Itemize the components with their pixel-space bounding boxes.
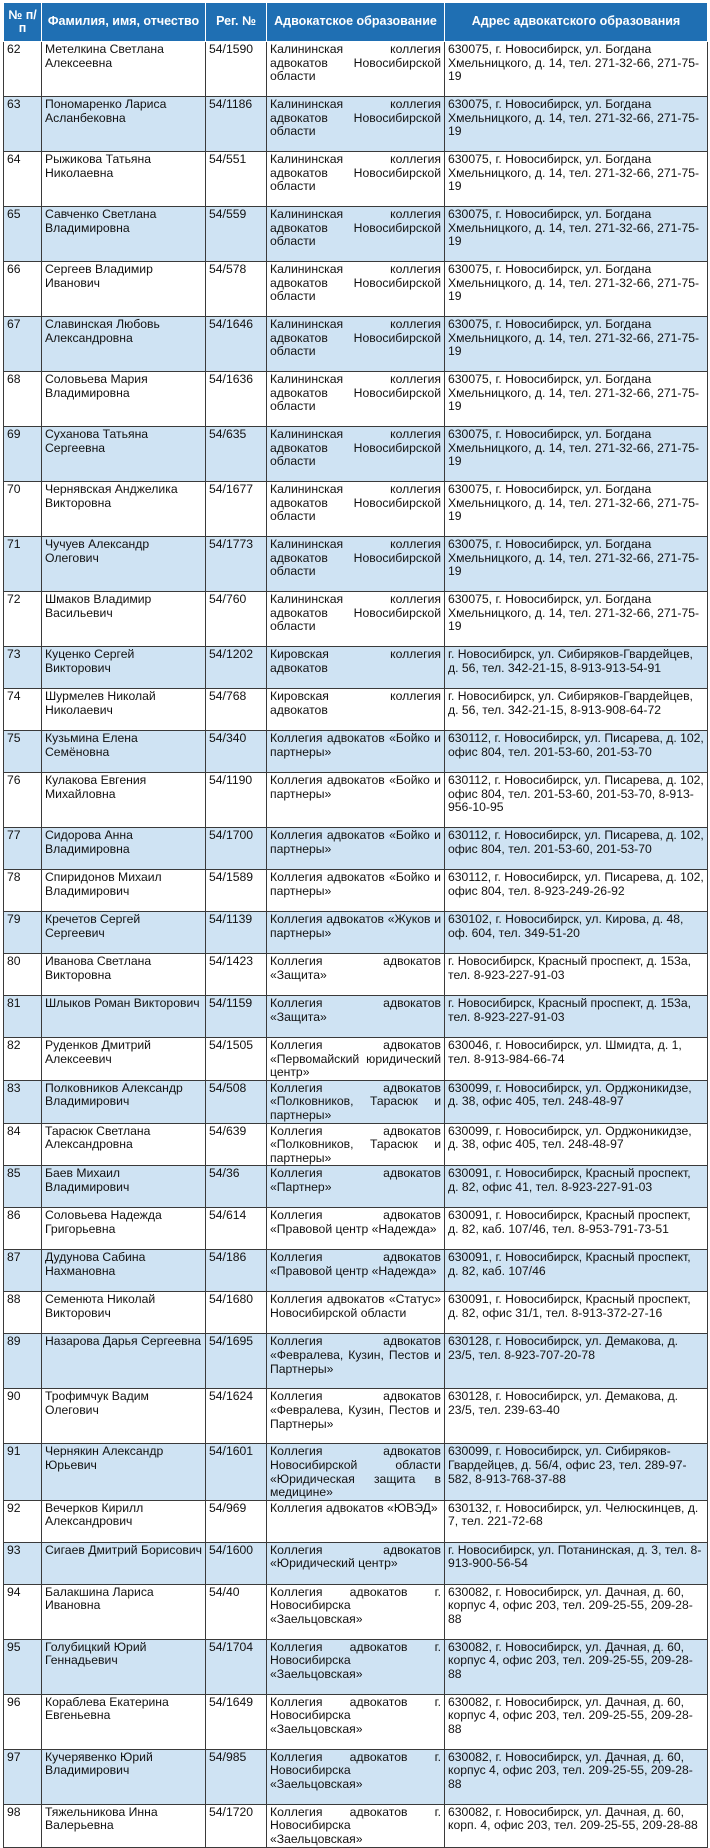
row-number: 71 (4, 537, 42, 592)
row-number: 76 (4, 773, 42, 828)
table-row (4, 870, 708, 912)
row-number: 83 (4, 1080, 42, 1123)
table-row (4, 537, 708, 592)
row-number: 98 (4, 1804, 42, 1847)
row-number: 96 (4, 1694, 42, 1749)
bar-address: 630091, г. Новосибирск, Красный проспект, д. 82, каб. 107/46 (445, 1250, 708, 1292)
row-number: 72 (4, 592, 42, 647)
bar-address: 630075, г. Новосибирск, ул. Богдана Хмельницкого, д. 14, тел. 271-32-66, 271-75-19 (445, 207, 708, 262)
row-number: 93 (4, 1542, 42, 1584)
bar-address: 630075, г. Новосибирск, ул. Богдана Хмельницкого, д. 14, тел. 271-32-66, 271-75-19 (445, 262, 708, 317)
full-name: Трофимчук Вадим Олегович (42, 1389, 206, 1444)
bar-address: 630075, г. Новосибирск, ул. Богдана Хмельницкого, д. 14, тел. 271-32-66, 271-75-19 (445, 152, 708, 207)
bar-association: Коллегия адвокатов «Бойко и партнеры» (267, 731, 445, 773)
bar-association: Коллегия адвокатов «ЮВЭД» (267, 1500, 445, 1542)
full-name: Голубицкий Юрий Геннадьевич (42, 1639, 206, 1694)
table-row (4, 317, 708, 372)
reg-number: 54/340 (206, 731, 267, 773)
bar-address: г. Новосибирск, Красный проспект, д. 153а, тел. 8-923-227-91-03 (445, 996, 708, 1038)
reg-number: 54/1505 (206, 1038, 267, 1081)
table-row (4, 1334, 708, 1389)
row-number: 64 (4, 152, 42, 207)
bar-association: Коллегия адвокатов «Февралева, Кузин, Пестов и Партнеры» (267, 1389, 445, 1444)
reg-number: 54/1636 (206, 372, 267, 427)
bar-address: 630128, г. Новосибирск, ул. Демакова, д. 23/5, тел. 239-63-40 (445, 1389, 708, 1444)
row-number: 82 (4, 1038, 42, 1081)
bar-association: Калининская коллегия адвокатов Новосибирской области (267, 42, 445, 97)
bar-address: г. Новосибирск, ул. Потанинская, д. 3, тел. 8-913-900-56-54 (445, 1542, 708, 1584)
table-row (4, 1080, 708, 1123)
bar-association: Коллегия адвокатов «Полковников, Тарасюк и партнеры» (267, 1080, 445, 1123)
table-row (4, 1166, 708, 1208)
advocates-table (3, 2, 708, 1848)
reg-number: 54/1680 (206, 1292, 267, 1334)
row-number: 69 (4, 427, 42, 482)
row-number: 97 (4, 1749, 42, 1804)
table-row (4, 207, 708, 262)
bar-association: Коллегия адвокатов «Полковников, Тарасюк и партнеры» (267, 1123, 445, 1166)
reg-number: 54/551 (206, 152, 267, 207)
bar-association: Калининская коллегия адвокатов Новосибирской области (267, 372, 445, 427)
reg-number: 54/1159 (206, 996, 267, 1038)
bar-address: 630128, г. Новосибирск, ул. Демакова, д. 23/5, тел. 8-923-707-20-78 (445, 1334, 708, 1389)
reg-number: 54/1139 (206, 912, 267, 954)
reg-number: 54/186 (206, 1250, 267, 1292)
reg-number: 54/40 (206, 1584, 267, 1639)
bar-association: Калининская коллегия адвокатов Новосибирской области (267, 152, 445, 207)
full-name: Соловьева Надежда Григорьевна (42, 1208, 206, 1250)
reg-number: 54/508 (206, 1080, 267, 1123)
row-number: 87 (4, 1250, 42, 1292)
full-name: Суханова Татьяна Сергеевна (42, 427, 206, 482)
header-reg: Рег. № (206, 3, 267, 42)
row-number: 88 (4, 1292, 42, 1334)
full-name: Пономаренко Лариса Асланбековна (42, 97, 206, 152)
table-row (4, 1444, 708, 1500)
reg-number: 54/36 (206, 1166, 267, 1208)
reg-number: 54/1601 (206, 1444, 267, 1500)
row-number: 65 (4, 207, 42, 262)
table-row (4, 773, 708, 828)
full-name: Иванова Светлана Викторовна (42, 954, 206, 996)
full-name: Сидорова Анна Владимировна (42, 828, 206, 870)
bar-address: г. Новосибирск, ул. Сибиряков-Гвардейцев, д. 56, тел. 342-21-15, 8-913-913-54-91 (445, 647, 708, 689)
row-number: 92 (4, 1500, 42, 1542)
full-name: Баев Михаил Владимирович (42, 1166, 206, 1208)
bar-address: 630075, г. Новосибирск, ул. Богдана Хмельницкого, д. 14, тел. 271-32-66, 271-75-19 (445, 372, 708, 427)
bar-association: Коллегия адвокатов г. Новосибирска «Заельцовская» (267, 1639, 445, 1694)
header-name: Фамилия, имя, отчество (42, 3, 206, 42)
full-name: Куценко Сергей Викторович (42, 647, 206, 689)
bar-association: Коллегия адвокатов Новосибирской области «Юридическая защита в медицине» (267, 1444, 445, 1500)
bar-association: Коллегия адвокатов «Первомайский юридический центр» (267, 1038, 445, 1081)
reg-number: 54/578 (206, 262, 267, 317)
full-name: Кузьмина Елена Семёновна (42, 731, 206, 773)
bar-address: 630112, г. Новосибирск, ул. Писарева, д. 102, офис 804, тел. 8-923-249-26-92 (445, 870, 708, 912)
bar-association: Калининская коллегия адвокатов Новосибирской области (267, 482, 445, 537)
full-name: Назарова Дарья Сергеевна (42, 1334, 206, 1389)
reg-number: 54/1624 (206, 1389, 267, 1444)
full-name: Кречетов Сергей Сергеевич (42, 912, 206, 954)
bar-address: 630099, г. Новосибирск, ул. Орджоникидзе, д. 38, офис 405, тел. 248-48-97 (445, 1123, 708, 1166)
table-row (4, 1250, 708, 1292)
bar-association: Коллегия адвокатов «Правовой центр «Надежда» (267, 1208, 445, 1250)
bar-address: 630102, г. Новосибирск, ул. Кирова, д. 48, оф. 604, тел. 349-51-20 (445, 912, 708, 954)
table-row (4, 1038, 708, 1081)
bar-association: Коллегия адвокатов «Бойко и партнеры» (267, 870, 445, 912)
bar-association: Коллегия адвокатов «Февралева, Кузин, Пестов и Партнеры» (267, 1334, 445, 1389)
bar-association: Кировская коллегия адвокатов (267, 647, 445, 689)
bar-association: Калининская коллегия адвокатов Новосибирской области (267, 317, 445, 372)
table-row (4, 689, 708, 731)
reg-number: 54/1704 (206, 1639, 267, 1694)
bar-address: 630082, г. Новосибирск, ул. Дачная, д. 60, корпус 4, офис 203, тел. 209-25-55, 209-28-88 (445, 1749, 708, 1804)
full-name: Руденков Дмитрий Алексеевич (42, 1038, 206, 1081)
row-number: 91 (4, 1444, 42, 1500)
reg-number: 54/969 (206, 1500, 267, 1542)
full-name: Спиридонов Михаил Владимирович (42, 870, 206, 912)
full-name: Полковников Александр Владимирович (42, 1080, 206, 1123)
full-name: Славинская Любовь Александровна (42, 317, 206, 372)
bar-association: Коллегия адвокатов «Статус» Новосибирской области (267, 1292, 445, 1334)
table-row (4, 372, 708, 427)
table-row (4, 482, 708, 537)
bar-address: 630082, г. Новосибирск, ул. Дачная, д. 60, корпус 4, офис 203, тел. 209-25-55, 209-28-88 (445, 1639, 708, 1694)
bar-address: 630112, г. Новосибирск, ул. Писарева, д. 102, офис 804, тел. 201-53-60, 201-53-70, 8-913-956-10-95 (445, 773, 708, 828)
row-number: 62 (4, 42, 42, 97)
row-number: 85 (4, 1166, 42, 1208)
full-name: Дудунова Сабина Нахмановна (42, 1250, 206, 1292)
full-name: Савченко Светлана Владимировна (42, 207, 206, 262)
table-row (4, 1694, 708, 1749)
bar-address: 630082, г. Новосибирск, ул. Дачная, д. 60, корп. 4, офис 203, тел. 209-25-55, 209-28-88 (445, 1804, 708, 1847)
bar-address: 630091, г. Новосибирск, Красный проспект, д. 82, каб. 107/46, тел. 8-953-791-73-51 (445, 1208, 708, 1250)
full-name: Метелкина Светлана Алексеевна (42, 42, 206, 97)
reg-number: 54/1600 (206, 1542, 267, 1584)
bar-address: 630075, г. Новосибирск, ул. Богдана Хмельницкого, д. 14, тел. 271-32-66, 271-75-19 (445, 42, 708, 97)
bar-address: 630046, г. Новосибирск, ул. Шмидта, д. 1, тел. 8-913-984-66-74 (445, 1038, 708, 1081)
reg-number: 54/768 (206, 689, 267, 731)
bar-association: Коллегия адвокатов «Правовой центр «Надежда» (267, 1250, 445, 1292)
table-row (4, 1292, 708, 1334)
reg-number: 54/985 (206, 1749, 267, 1804)
full-name: Чернявская Анджелика Викторовна (42, 482, 206, 537)
reg-number: 54/760 (206, 592, 267, 647)
bar-association: Калининская коллегия адвокатов Новосибирской области (267, 207, 445, 262)
table-row (4, 42, 708, 97)
bar-association: Коллегия адвокатов г. Новосибирска «Заельцовская» (267, 1804, 445, 1847)
table-row (4, 954, 708, 996)
row-number: 81 (4, 996, 42, 1038)
table-row (4, 828, 708, 870)
bar-association: Коллегия адвокатов «Жуков и партнеры» (267, 912, 445, 954)
bar-address: 630082, г. Новосибирск, ул. Дачная, д. 60, корпус 4, офис 203, тел. 209-25-55, 209-28-88 (445, 1694, 708, 1749)
table-row (4, 912, 708, 954)
reg-number: 54/639 (206, 1123, 267, 1166)
reg-number: 54/1695 (206, 1334, 267, 1389)
bar-association: Коллегия адвокатов г. Новосибирска «Заельцовская» (267, 1694, 445, 1749)
bar-association: Коллегия адвокатов «Бойко и партнеры» (267, 828, 445, 870)
reg-number: 54/614 (206, 1208, 267, 1250)
table-row (4, 1500, 708, 1542)
full-name: Семенюта Николай Викторович (42, 1292, 206, 1334)
table-row (4, 1749, 708, 1804)
reg-number: 54/559 (206, 207, 267, 262)
row-number: 89 (4, 1334, 42, 1389)
header-num: № п/п (4, 3, 42, 42)
bar-address: 630099, г. Новосибирск, ул. Сибиряков-Гвардейцев, д. 56/4, офис 23, тел. 289-97-582, 8-913-768-37-88 (445, 1444, 708, 1500)
bar-address: 630075, г. Новосибирск, ул. Богдана Хмельницкого, д. 14, тел. 271-32-66, 271-75-19 (445, 537, 708, 592)
bar-association: Калининская коллегия адвокатов Новосибирской области (267, 592, 445, 647)
bar-association: Коллегия адвокатов «Бойко и партнеры» (267, 773, 445, 828)
reg-number: 54/1646 (206, 317, 267, 372)
row-number: 77 (4, 828, 42, 870)
row-number: 79 (4, 912, 42, 954)
header-address: Адрес адвокатского образования (445, 3, 708, 42)
table-header (4, 3, 708, 42)
table-row (4, 731, 708, 773)
table-row (4, 1208, 708, 1250)
full-name: Кучерявенко Юрий Владимирович (42, 1749, 206, 1804)
header-row (4, 3, 708, 42)
bar-address: 630091, г. Новосибирск, Красный проспект, д. 82, офис 41, тел. 8-923-227-91-03 (445, 1166, 708, 1208)
full-name: Шлыков Роман Викторович (42, 996, 206, 1038)
full-name: Тарасюк Светлана Александровна (42, 1123, 206, 1166)
bar-address: 630075, г. Новосибирск, ул. Богдана Хмельницкого, д. 14, тел. 271-32-66, 271-75-19 (445, 97, 708, 152)
bar-association: Коллегия адвокатов «Защита» (267, 996, 445, 1038)
table-body (4, 42, 708, 1848)
row-number: 66 (4, 262, 42, 317)
table-row (4, 1804, 708, 1847)
row-number: 75 (4, 731, 42, 773)
row-number: 68 (4, 372, 42, 427)
row-number: 95 (4, 1639, 42, 1694)
bar-association: Коллегия адвокатов г. Новосибирска «Заельцовская» (267, 1749, 445, 1804)
bar-address: 630082, г. Новосибирск, ул. Дачная, д. 60, корпус 4, офис 203, тел. 209-25-55, 209-28-88 (445, 1584, 708, 1639)
full-name: Балакшина Лариса Ивановна (42, 1584, 206, 1639)
full-name: Чернякин Александр Юрьевич (42, 1444, 206, 1500)
reg-number: 54/635 (206, 427, 267, 482)
table-row (4, 427, 708, 482)
table-row (4, 152, 708, 207)
bar-association: Кировская коллегия адвокатов (267, 689, 445, 731)
row-number: 73 (4, 647, 42, 689)
full-name: Тяжельникова Инна Валерьевна (42, 1804, 206, 1847)
reg-number: 54/1589 (206, 870, 267, 912)
row-number: 74 (4, 689, 42, 731)
row-number: 90 (4, 1389, 42, 1444)
bar-association: Калининская коллегия адвокатов Новосибирской области (267, 97, 445, 152)
bar-address: 630075, г. Новосибирск, ул. Богдана Хмельницкого, д. 14, тел. 271-32-66, 271-75-19 (445, 482, 708, 537)
table-row (4, 1542, 708, 1584)
full-name: Вечерков Кирилл Александрович (42, 1500, 206, 1542)
table-row (4, 996, 708, 1038)
reg-number: 54/1190 (206, 773, 267, 828)
reg-number: 54/1202 (206, 647, 267, 689)
table-row (4, 262, 708, 317)
bar-address: 630099, г. Новосибирск, ул. Орджоникидзе, д. 38, офис 405, тел. 248-48-97 (445, 1080, 708, 1123)
reg-number: 54/1720 (206, 1804, 267, 1847)
full-name: Сигаев Дмитрий Борисович (42, 1542, 206, 1584)
bar-address: 630091, г. Новосибирск, Красный проспект, д. 82, офис 31/1, тел. 8-913-372-27-16 (445, 1292, 708, 1334)
bar-association: Калининская коллегия адвокатов Новосибирской области (267, 537, 445, 592)
bar-association: Коллегия адвокатов «Юридический центр» (267, 1542, 445, 1584)
bar-address: 630075, г. Новосибирск, ул. Богдана Хмельницкого, д. 14, тел. 271-32-66, 271-75-19 (445, 427, 708, 482)
bar-address: г. Новосибирск, Красный проспект, д. 153а, тел. 8-923-227-91-03 (445, 954, 708, 996)
bar-association: Калининская коллегия адвокатов Новосибирской области (267, 262, 445, 317)
full-name: Шмаков Владимир Васильевич (42, 592, 206, 647)
bar-address: 630075, г. Новосибирск, ул. Богдана Хмельницкого, д. 14, тел. 271-32-66, 271-75-19 (445, 317, 708, 372)
reg-number: 54/1773 (206, 537, 267, 592)
full-name: Сергеев Владимир Иванович (42, 262, 206, 317)
full-name: Шурмелев Николай Николаевич (42, 689, 206, 731)
full-name: Соловьева Мария Владимировна (42, 372, 206, 427)
bar-address: 630075, г. Новосибирск, ул. Богдана Хмельницкого, д. 14, тел. 271-32-66, 271-75-19 (445, 592, 708, 647)
row-number: 70 (4, 482, 42, 537)
full-name: Рыжикова Татьяна Николаевна (42, 152, 206, 207)
reg-number: 54/1186 (206, 97, 267, 152)
bar-association: Коллегия адвокатов «Защита» (267, 954, 445, 996)
reg-number: 54/1423 (206, 954, 267, 996)
row-number: 94 (4, 1584, 42, 1639)
full-name: Кораблева Екатерина Евгеньевна (42, 1694, 206, 1749)
row-number: 78 (4, 870, 42, 912)
header-org: Адвокатское образование (267, 3, 445, 42)
reg-number: 54/1590 (206, 42, 267, 97)
table-row (4, 647, 708, 689)
table-row (4, 1584, 708, 1639)
reg-number: 54/1700 (206, 828, 267, 870)
table-row (4, 1639, 708, 1694)
full-name: Кулакова Евгения Михайловна (42, 773, 206, 828)
bar-association: Коллегия адвокатов г. Новосибирска «Заельцовская» (267, 1584, 445, 1639)
bar-association: Коллегия адвокатов «Партнер» (267, 1166, 445, 1208)
bar-address: г. Новосибирск, ул. Сибиряков-Гвардейцев, д. 56, тел. 342-21-15, 8-913-908-64-72 (445, 689, 708, 731)
row-number: 80 (4, 954, 42, 996)
bar-association: Калининская коллегия адвокатов Новосибирской области (267, 427, 445, 482)
full-name: Чучуев Александр Олегович (42, 537, 206, 592)
bar-address: 630132, г. Новосибирск, ул. Челюскинцев, д. 7, тел. 221-72-68 (445, 1500, 708, 1542)
table-row (4, 97, 708, 152)
table-row (4, 1123, 708, 1166)
table-row (4, 592, 708, 647)
table-row (4, 1389, 708, 1444)
row-number: 67 (4, 317, 42, 372)
reg-number: 54/1677 (206, 482, 267, 537)
bar-address: 630112, г. Новосибирск, ул. Писарева, д. 102, офис 804, тел. 201-53-60, 201-53-70 (445, 731, 708, 773)
row-number: 86 (4, 1208, 42, 1250)
row-number: 84 (4, 1123, 42, 1166)
row-number: 63 (4, 97, 42, 152)
reg-number: 54/1649 (206, 1694, 267, 1749)
bar-address: 630112, г. Новосибирск, ул. Писарева, д. 102, офис 804, тел. 201-53-60, 201-53-70 (445, 828, 708, 870)
